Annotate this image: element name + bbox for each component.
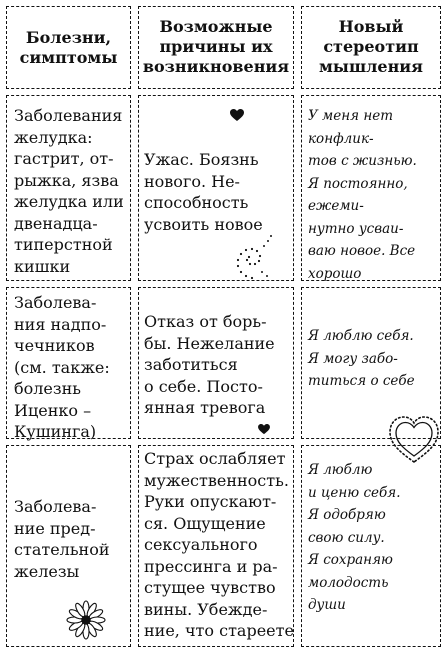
row2-disease-text: Заболева- ния надпо- чечников (см. также: болезнь Иценко – Кушинга): [14, 293, 110, 441]
heart-icon: [258, 424, 270, 435]
row1-new-thinking-text: У меня нет конфлик- тов с жизнью. Я постоянно, ежеми- нутно усваи- ваю новое. Все хорошо: [308, 108, 417, 282]
header-new-thinking-title: Новый стереотип мышления: [319, 17, 423, 76]
row2-new-thinking-text: Я люблю себя. Я могу забо- титься о себе: [308, 328, 415, 389]
row3-new-thinking-text: Я люблю и ценю себя. Я одобряю свою силу. Я сохраняю молодость души: [308, 462, 401, 613]
header-diseases-title: Болезни, симптомы: [19, 28, 118, 67]
dotted-heart-icon: [386, 412, 442, 468]
row2-cause-text: Отказ от борь- бы. Нежелание заботиться о себе. Посто- янная тревога: [144, 312, 275, 417]
header-causes-title: Возможные причины их возникновения: [142, 17, 290, 76]
dotted-swirl-icon: [228, 232, 276, 282]
row1-cause-text: Ужас. Боязнь нового. Не- способность усвоить новое: [144, 150, 263, 234]
heart-icon: [230, 109, 244, 122]
daisy-icon: [66, 600, 106, 640]
row1-disease-text: Заболевания желудка: гастрит, от- рыжка, язва желудка или двенадца- типерстной кишки: [14, 106, 124, 276]
row3-cause-text: Страх ослабляет мужественность. Руки опускают- ся. Ощущение сексуального прессинга и ра- стущее чувство вины. Убежде- ние, что стареете: [144, 449, 294, 640]
row3-disease-text: Заболева- ние пред- стательной железы: [14, 497, 110, 581]
